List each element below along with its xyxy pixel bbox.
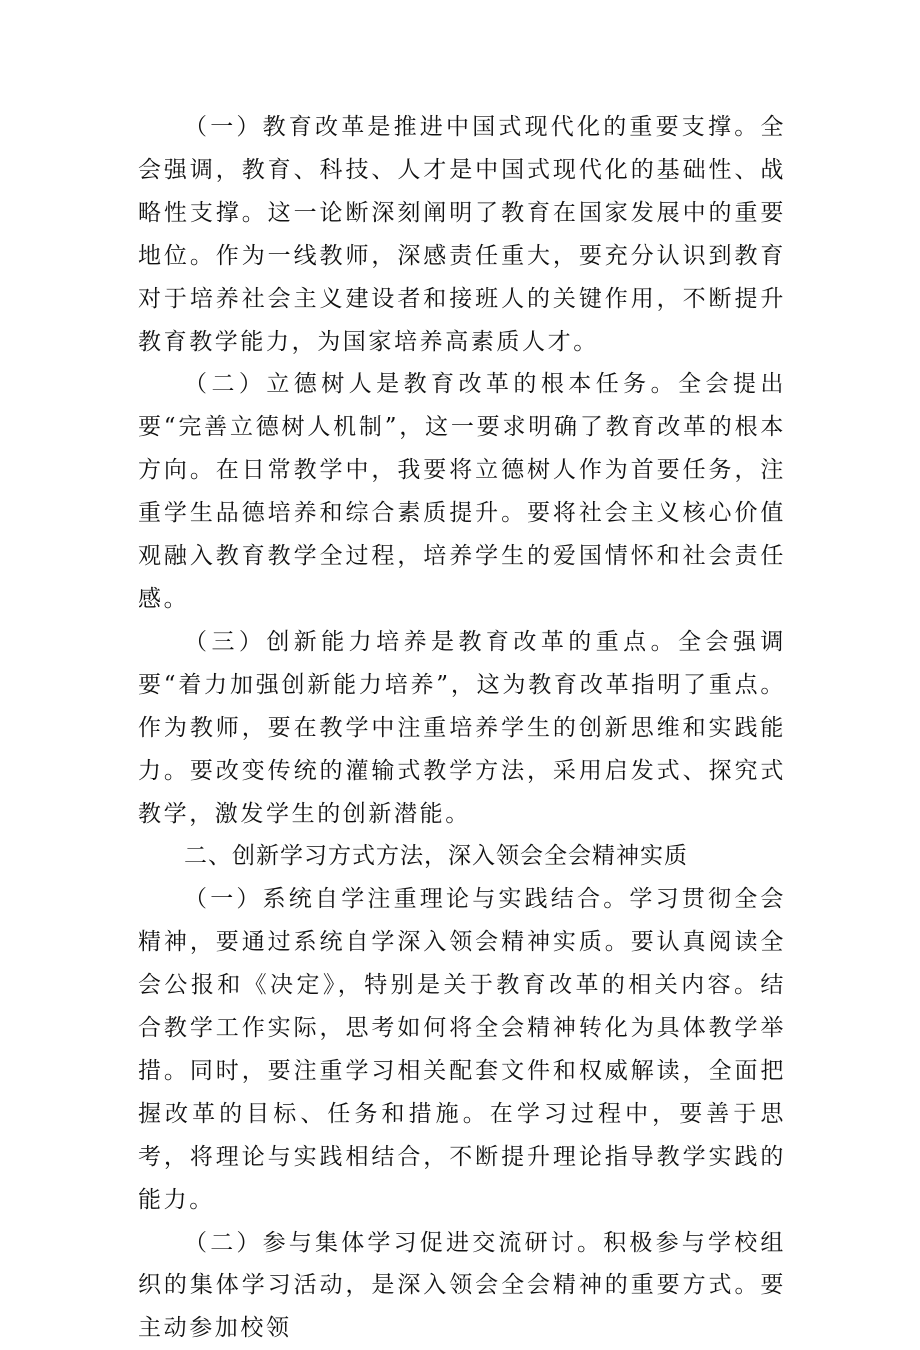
paragraph-4: （一）系统自学注重理论与实践结合。学习贯彻全会精神，要通过系统自学深入领会精神实质。要认真阅读全会公报和《决定》，特别是关于教育改革的相关内容。结合教学工作实际，思考如何将全会精神转化为具体教学举措。同时，要注重学习相关配套文件和权威解读，全面把握改革的目标、任务和措施。在学习过程中，要善于思考，将理论与实践相结合，不断提升理论指导教学实践的能力。: [138, 886, 786, 1213]
paragraph-2: （二）立德树人是教育改革的根本任务。全会提出要“完善立德树人机制”，这一要求明确了教育改革的根本方向。在日常教学中，我要将立德树人作为首要任务，注重学生品德培养和综合素质提升。要将社会主义核心价值观融入教育教学全过程，培养学生的爱国情怀和社会责任感。: [138, 371, 786, 612]
paragraph-5: （二）参与集体学习促进交流研讨。积极参与学校组织的集体学习活动，是深入领会全会精神的重要方式。要主动参加校领: [138, 1229, 786, 1342]
document-body: [138, 106, 786, 1350]
section-heading-2: 二、创新学习方式方法，深入领会全会精神实质: [184, 843, 688, 870]
paragraph-1: （一）教育改革是推进中国式现代化的重要支撑。全会强调，教育、科技、人才是中国式现代化的基础性、战略性支撑。这一论断深刻阐明了教育在国家发展中的重要地位。作为一线教师，深感责任重大，要充分认识到教育对于培养社会主义建设者和接班人的关键作用，不断提升教育教学能力，为国家培养高素质人才。: [138, 114, 786, 355]
paragraph-3: （三）创新能力培养是教育改革的重点。全会强调要“着力加强创新能力培养”，这为教育改革指明了重点。作为教师，要在教学中注重培养学生的创新思维和实践能力。要改变传统的灌输式教学方法，采用启发式、探究式教学，激发学生的创新潜能。: [138, 628, 786, 827]
